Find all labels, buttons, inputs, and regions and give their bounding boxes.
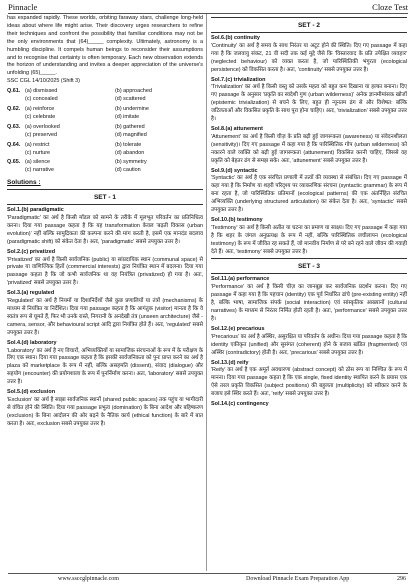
running-header bbox=[8, 2, 408, 14]
solution-heading: Sol.1.(b) paradigmatic bbox=[7, 207, 64, 214]
question-number: Q.64. bbox=[7, 141, 21, 148]
solution-body: 'Reify' का अर्थ है एक अमूर्त अवधारणा (abstract concept) को ठोस रूप या निश्चित के रूप में मानना। दिया गया passage कहता है कि एक single, fixed identity स्थापित करने के प्रयास एक ऐसे तरल प्रकृति विकसित (subject positions) की बहुलता (multiplicity) को स्वीकार करने के बजाय इसे स्थिर करते हैं। अतः, 'reify' सबसे उपयुक्त उत्तर है। bbox=[211, 367, 407, 398]
question-number: Q.62. bbox=[7, 105, 21, 112]
solution-5 bbox=[7, 389, 203, 429]
solution-heading: Sol.9.(d) syntactic bbox=[211, 167, 258, 174]
set-divider bbox=[211, 258, 407, 259]
header-section: Cloze Test bbox=[372, 2, 408, 12]
set-divider bbox=[211, 32, 407, 33]
solution-body: 'Precarious' का अर्थ है अस्थिर, असुरक्षित या परिवर्तन के अधीन। दिया गया passage कहता है कि identity एकीकृत (unified) और सुसंगत (coherent) होने के बजाय खंडित (fragmented) एवं अस्थिर (contradictory) होती है। अतः, 'precarious' सबसे उपयुक्त उत्तर है। bbox=[211, 333, 407, 356]
solution-heading: Sol.13.(d) reify bbox=[211, 359, 249, 366]
option-d: (d) imitate bbox=[115, 113, 140, 120]
option-d: (d) caution bbox=[115, 167, 141, 174]
option-c: (c) celebrate bbox=[25, 113, 56, 120]
solution-heading: Sol.5.(d) exclusion bbox=[7, 389, 56, 396]
option-b: (b) tolerate bbox=[115, 141, 142, 148]
option-b: (b) approached bbox=[115, 88, 152, 95]
passage-text: has expanded rapidly. These worlds, orbiting faraway stars, challenge long-held ideas about where life might arise. Their discovery urges researchers to refine their techniques and confront the possibility that familiar conditions may not be the only environments that (64)_____ complexity. Ultimately, astronomy is a humbling discipline. It compels human beings to reconsider their assumptions and to recognise that certainty is often temporary. Each new observation extends the horizon of understanding and invites a deeper appreciation of the universe's unfolding (65)_____. bbox=[7, 15, 203, 77]
solution-body: 'Testimony' का अर्थ है किसी अतीत या घटना का प्रमाण या साक्ष्य। दिए गए passage में कहा गया है कि शहर के जंगल अनुप्रत्यक्ष के रूप में नहीं, बल्कि पारिस्थितिक लचीलापन (ecological testimony) के रूप में जीवित रह सकते हैं, जो मानवीय निर्माण से परे बने रहने वाले जीवन की गवाही देते हैं। अतः, 'testimony' सबसे उपयुक्त उत्तर है। bbox=[211, 224, 407, 255]
set-label: SET - 1 bbox=[93, 194, 117, 202]
solution-4 bbox=[7, 340, 203, 387]
solution-heading: Sol.12.(e) precarious bbox=[211, 325, 265, 332]
solution-body: 'Performance' का अर्थ है किसी चीज़ का जानबूझ कर सार्वजनिक प्रदर्शन करना। दिए गए passage में कहा गया है कि पहचान (identity) एक पूर्व निर्धारित ढांचे (pre-existing entity) नहीं है, बल्कि भाषा, सामाजिक संपर्क (social interaction) एवं सांस्कृतिक आख्यानों (cultural narratives) के माध्यम से निरंतर निर्मित होती रहती है। अतः, 'performance' सबसे उपयुक्त उत्तर है। bbox=[211, 284, 407, 322]
right-column bbox=[211, 15, 407, 570]
page-footer bbox=[8, 573, 408, 585]
option-c: (c) nurture bbox=[25, 149, 51, 156]
solution-body: 'Trivialization' का अर्थ है किसी वस्तु को उसके महत्व को बहुत कम दिखाना या हल्का बनाना। दिए गए passage के अनुसार 'प्रकृति का स्वदेशी गुण (urban wilderness)' अनेक ज्ञानमीमांसक खोजों (epistemic trivialization) से बचने के लिए, बहुत ही न्यूनतम ढंग से और विशेषत: बल्कि जटिलताओं और विकसित प्रकृति के साथ पूरा होना चाहिए। अतः, 'trivialization' सबसे उपयुक्त उत्तर है। bbox=[211, 84, 407, 123]
option-a: (a) reinforce bbox=[25, 105, 55, 112]
solution-heading: Sol.8.(a) attunement bbox=[211, 125, 263, 132]
option-a: (a) silence bbox=[25, 159, 51, 166]
source-line: SSC CGL 14/10/2025 (Shift 3) bbox=[7, 78, 80, 85]
solution-9 bbox=[211, 168, 407, 215]
solution-body: 'Syntactic' का अर्थ है एक संरचित प्रणाली में तत्वों की व्यवस्था से संबंधित। दिए गए passage में कहा गया है कि निर्माण या शहरी परिदृश्य पर व्याकरणिक संरचना (syntactic grammar) के रूप में बना रहता है, जो पारिस्थितिक प्रतिमानों (ecological patterns) की एक अंतर्निहित संरचित अभिव्यक्ति (underlying structured articulation) का संकेत देता है। अतः, 'syntactic' सबसे उपयुक्त उत्तर है। bbox=[211, 175, 407, 214]
solutions-heading: Solutions : bbox=[7, 179, 41, 187]
solution-8 bbox=[211, 126, 407, 166]
set-label: SET - 2 bbox=[297, 22, 321, 29]
solution-10 bbox=[211, 217, 407, 257]
option-b: (b) gathered bbox=[115, 123, 145, 130]
question-number: Q.63. bbox=[7, 123, 21, 130]
question-63 bbox=[7, 124, 203, 140]
option-d: (d) abandon bbox=[115, 149, 145, 156]
option-b: (b) symmetry bbox=[115, 159, 147, 166]
solution-heading: Sol.4.(d) laboratory bbox=[7, 339, 57, 346]
solution-3 bbox=[7, 290, 203, 337]
solution-body: 'Continuity' का अर्थ है समय के साथ निरंतर या अटूट होने की स्थिति। दिए गए passage में कहा गया है कि जलवायु संकट, 21 वी सदी तक कई मुद्दे जैसे कि 'विस्तारवाद के प्रति उपेक्षित व्यवहार' (neglected behaviour) को व्यक्त करता है, जो पारिस्थितिकी भंगुरता (ecological persistence) को विकसित करता है। अतः, 'continuity' सबसे उपयुक्त उत्तर है। bbox=[211, 42, 407, 73]
option-c: (c) preserved bbox=[25, 131, 58, 138]
solution-body: 'Regulated' का अर्थ है नियमों या दिशानिर्देशों जैसे कुछ प्रणालियों या तंत्रों (mechanisms) के माध्यम से नियंत्रित या निर्देशित। दिया गया passage कहता है कि आगंतुक (visitor) मानता है कि वे स्वतंत्र रूप से घूमते हैं, फिर भी उनके रास्ते, निगरानी के अनदेखी तंत्र (unseen architecture) जैसे - camera, sensor, और behavioural script आदि द्वारा नियंत्रित होते हैं। अतः, 'regulated' सबसे उपयुक्त उत्तर है। bbox=[7, 298, 203, 336]
question-number: Q.65. bbox=[7, 159, 21, 166]
column-divider bbox=[206, 14, 207, 571]
solution-heading: Sol.7.(c) trivialization bbox=[211, 76, 266, 83]
question-number: Q.61. bbox=[7, 88, 21, 95]
set-label: SET - 3 bbox=[297, 263, 321, 271]
option-d: (d) scattered bbox=[115, 96, 146, 103]
solution-body: 'Paradigmatic' का अर्थ है किसी मॉडल को सामने के तरीके में मूलभूत परिवर्तन का प्रतिनिधित्व करना। दिया गया passage कहता है कि यह transformation केवल 'बढ़ती विकास (urban evolution)' नहीं बल्कि सामुद्रिकता की कल्पना करने की मांग करती है, इसमें एक मानदंड बदलाव (paradigmatic shift) को संकेत देता है। अतः, 'paradigmatic' सबसे उपयुक्त उत्तर है। bbox=[7, 215, 203, 245]
option-c: (c) concealed bbox=[25, 96, 58, 103]
page-number: 296 bbox=[397, 576, 406, 582]
solution-13 bbox=[211, 360, 407, 400]
solution-body: 'Attunement' का अर्थ है किसी चीज़ के प्रति बढ़ी हुई जागरूकता (awareness) या संवेदनशीलता (sensitivity)। दिए गए passage में कहा गया है कि पारिस्थितिक गोप (urban wilderness) को नकारने वाले व्यक्ति को बढ़ी हुई जागरूकता (attunement) विकसित करनी चाहिए, जिससे वह प्रकृति को बेहतर ढंग से समझ सके। अतः, 'attunement' सबसे उपयुक्त उत्तर है। bbox=[211, 133, 407, 164]
solution-heading: Sol.10.(b) testimony bbox=[211, 216, 263, 223]
footer-app-promo: Download Pinnacle Exam Preparation App bbox=[246, 576, 350, 582]
solution-2 bbox=[7, 249, 203, 289]
question-62 bbox=[7, 106, 203, 122]
set-divider bbox=[211, 17, 407, 18]
left-column bbox=[7, 15, 203, 570]
solution-heading: Sol.6.(b) continuity bbox=[211, 35, 260, 41]
solution-heading: Sol.14.(c) contingency bbox=[211, 401, 269, 408]
option-d: (d) magnified bbox=[115, 131, 147, 138]
option-a: (a) dismissed bbox=[25, 88, 58, 95]
set-divider bbox=[7, 189, 203, 190]
solution-12 bbox=[211, 326, 407, 358]
question-64 bbox=[7, 142, 203, 158]
solution-heading: Sol.3.(a) regulated bbox=[7, 290, 55, 297]
solution-1 bbox=[7, 207, 203, 247]
set-divider bbox=[7, 204, 203, 205]
solution-body: 'Exclusion' का अर्थ है साझा सार्वजनिक स्थानों (shared public spaces) तक पहुंच या भागीदारी से वंचित होने की स्थिति। दिया गया passage प्रभुत्व (domination) के बिना आदेश और बहिष्करण (exclusion) के बिना आदोलन की ओर बढ़ने के नैतिक कार्य (ethical function) के बारे में बात करता है। अतः, exclusion सबसे उपयुक्त उत्तर है। bbox=[7, 396, 203, 427]
solution-heading: Sol.11.(a) performance bbox=[211, 276, 270, 283]
question-65 bbox=[7, 159, 203, 175]
solution-body: 'Laboratory' का अर्थ है नए विचारों, अभिव्यक्तियों या सामाजिक संरचनाओं के रूप में के परीक्षण के लिए एक स्थान। दिया गया passage कहता है कि इसकी सार्वजनिकता को पुनः प्राप्त करने का अर्थ है plaza को marketplace के रूप में नहीं, बल्कि असहमति (dissent), संवाद (dialogue) और सहयोग (encounter) की प्रयोगशाला के रूप में पुनर्निर्माण करना। अतः, 'laboratory' सबसे उपयुक्त उत्तर है। bbox=[7, 347, 203, 386]
solution-11 bbox=[211, 276, 407, 323]
solution-heading: Sol.2.(c) privatized bbox=[7, 248, 56, 255]
option-c: (c) narrative bbox=[25, 167, 55, 174]
solution-body: 'Privatized' का अर्थ है किसी सार्वजनिक (public) या सांप्रदायिक स्थान (communal space) से private या वाणिज्यिक हितों (commercial interests) द्वारा नियंत्रित स्थान में बदलना। दिया गया passage कहता है कि जो कभी सार्वजनिक था वह नियंत्रित (privatized) हो गया है। अतः, 'privatized' सबसे उपयुक्त उत्तर है। bbox=[7, 256, 203, 287]
question-61 bbox=[7, 88, 203, 104]
solution-6 bbox=[211, 35, 407, 75]
option-a: (a) restrict bbox=[25, 141, 50, 148]
option-a: (a) overlooked bbox=[25, 123, 60, 130]
footer-website[interactable]: www.ssccglpinnacle.com bbox=[58, 576, 119, 582]
option-b: (b) undermine bbox=[115, 105, 149, 112]
set-divider bbox=[211, 273, 407, 274]
solution-14 bbox=[211, 401, 407, 409]
solution-7 bbox=[211, 77, 407, 124]
header-publisher: Pinnacle bbox=[8, 2, 38, 12]
